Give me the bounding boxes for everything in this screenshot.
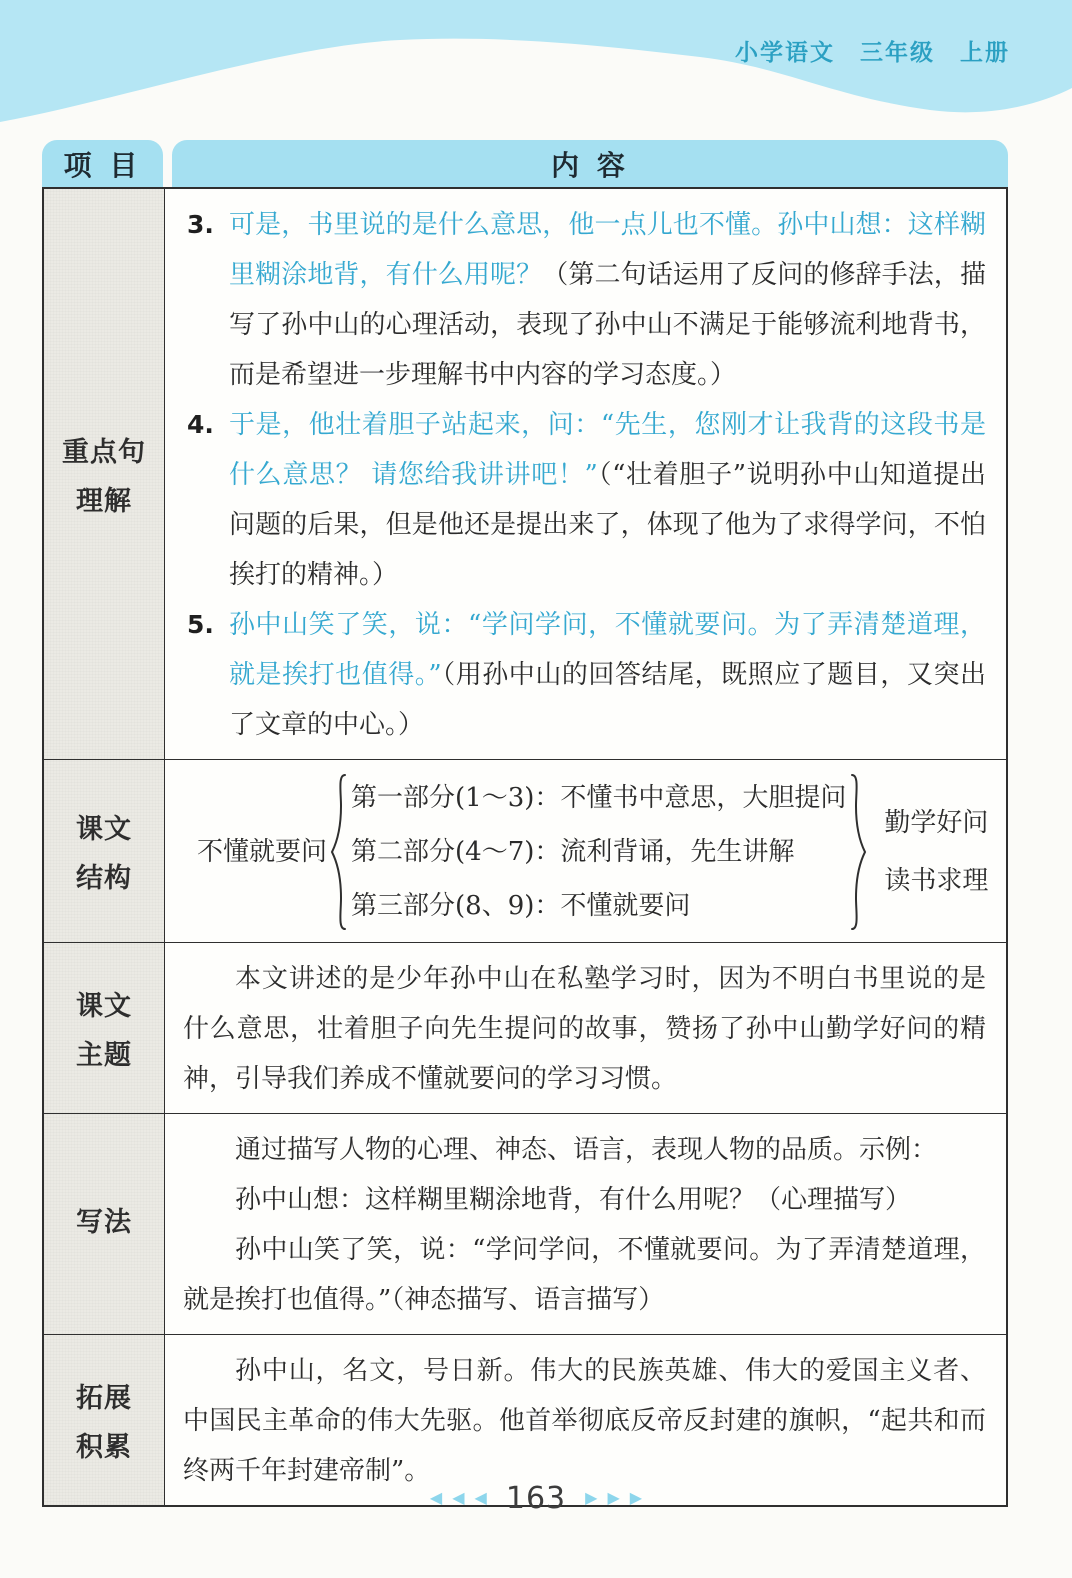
row-content-text-theme — [165, 943, 1006, 1113]
column-header-content — [172, 140, 1008, 187]
arrow-right-icon: ▶ — [585, 1488, 598, 1507]
structure-part: 第二部分(4～7)：流利背诵，先生讲解 — [351, 837, 795, 867]
row-label-writing-method — [44, 1114, 165, 1334]
arrow-left-icon: ◀ — [474, 1488, 487, 1507]
arrow-left-icon: ◀ — [452, 1488, 465, 1507]
table-header-row — [42, 140, 1008, 187]
structure-part: 第三部分(8、9)：不懂就要问 — [351, 891, 691, 921]
analysis-text: （“壮着胆子”说明孙中山知道提出问题的后果，但是他还是提出来了，体现了他为了求得学问，不怕挨打的精神。） — [229, 460, 986, 590]
column-header-item — [42, 140, 163, 187]
writing-method-paragraph: 孙中山想：这样糊里糊涂地背，有什么用呢？（心理描写） — [235, 1185, 912, 1215]
row-label-text-theme — [44, 943, 165, 1113]
row-label-line: 理解 — [76, 486, 132, 517]
table-row-writing-method — [44, 1114, 1006, 1335]
row-label-line: 主题 — [76, 1040, 132, 1071]
writing-method-paragraph: 孙中山笑了笑，说：“学问学问，不懂就要问。为了弄清楚道理，就是挨打也值得。”（神态描写、语言描写） — [183, 1235, 986, 1315]
structure-part: 第一部分(1～3)：不懂书中意思，大胆提问 — [351, 783, 847, 813]
lesson-summary-table — [42, 140, 1008, 1507]
arrow-right-icon: ▶ — [629, 1488, 643, 1507]
column-header-item-label: 项 目 — [63, 148, 142, 182]
structure-parts — [351, 771, 846, 933]
table-row-text-structure — [44, 760, 1006, 943]
key-sentence-item — [183, 200, 986, 400]
row-content-writing-method — [165, 1114, 1006, 1334]
banner-wave-shape — [0, 0, 1072, 150]
theme-paragraph: 本文讲述的是少年孙中山在私塾学习时，因为不明白书里说的是什么意思，壮着胆子向先生提问的故事，赞扬了孙中山勤学好问的精神，引导我们养成不懂就要问的学习习惯。 — [183, 964, 986, 1094]
table-row-text-theme — [44, 943, 1006, 1114]
key-sentence-item — [183, 400, 986, 600]
row-label-line: 课文 — [76, 814, 132, 845]
row-label-line: 拓展 — [76, 1383, 132, 1414]
writing-method-paragraph: 通过描写人物的心理、神态、语言，表现人物的品质。示例： — [235, 1135, 938, 1165]
column-header-content-label: 内 容 — [551, 148, 629, 182]
structure-diagram — [183, 771, 988, 933]
structure-summary-line: 勤学好问 — [884, 808, 989, 838]
row-label-line: 积累 — [76, 1432, 132, 1463]
arrow-right-icon: ▶ — [607, 1488, 620, 1507]
row-label-line: 重点句 — [62, 437, 146, 468]
quoted-sentence-text: 可是，书里说的是什么意思，他一点儿也不懂。孙中山想：这样糊里糊涂地背，有什么用呢？ — [229, 210, 986, 290]
item-number: 3. — [187, 210, 214, 239]
page-footer — [0, 1478, 1072, 1518]
row-label-key-sentences — [44, 189, 165, 759]
structure-root-title: 不懂就要问 — [197, 837, 328, 867]
row-content-text-structure — [165, 760, 1008, 942]
row-label-line: 课文 — [76, 991, 132, 1022]
quoted-sentence-text: 孙中山笑了笑，说：“学问学问，不懂就要问。为了弄清楚道理，就是挨打也值得。” — [229, 610, 986, 690]
page-number: 163 — [505, 1480, 567, 1516]
structure-summary — [884, 794, 988, 910]
brace-right-icon — [849, 772, 867, 932]
page-header-title: 小学语文 三年级 上册 — [735, 40, 1010, 66]
item-number: 5. — [187, 610, 214, 639]
quoted-sentence-text: 于是，他壮着胆子站起来，问：“先生，您刚才让我背的这段书是什么意思？ 请您给我讲讲吧！” — [229, 410, 986, 490]
row-label-line: 写法 — [76, 1206, 132, 1238]
arrow-left-icon: ◀ — [429, 1488, 443, 1507]
extension-paragraph: 孙中山，名文，号日新。伟大的民族英雄、伟大的爱国主义者、中国民主革命的伟大先驱。他首举彻底反帝反封建的旗帜，“起共和而终两千年封建帝制”。 — [183, 1356, 986, 1486]
page-banner — [0, 0, 1072, 150]
key-sentence-item — [183, 600, 986, 750]
row-label-text-structure — [44, 760, 165, 942]
analysis-text: （第二句话运用了反问的修辞手法，描写了孙中山的心理活动，表现了孙中山不满足于能够流利地背书，而是希望进一步理解书中内容的学习态度。） — [229, 260, 986, 390]
row-label-line: 结构 — [76, 863, 132, 894]
row-content-key-sentences — [165, 189, 1006, 759]
brace-left-icon — [330, 772, 348, 932]
analysis-text: （用孙中山的回答结尾，既照应了题目，又突出了文章的中心。） — [229, 660, 986, 740]
structure-summary-line: 读书求理 — [884, 866, 989, 896]
item-number: 4. — [187, 410, 214, 439]
table-body — [42, 187, 1008, 1507]
table-row-key-sentences — [44, 189, 1006, 760]
